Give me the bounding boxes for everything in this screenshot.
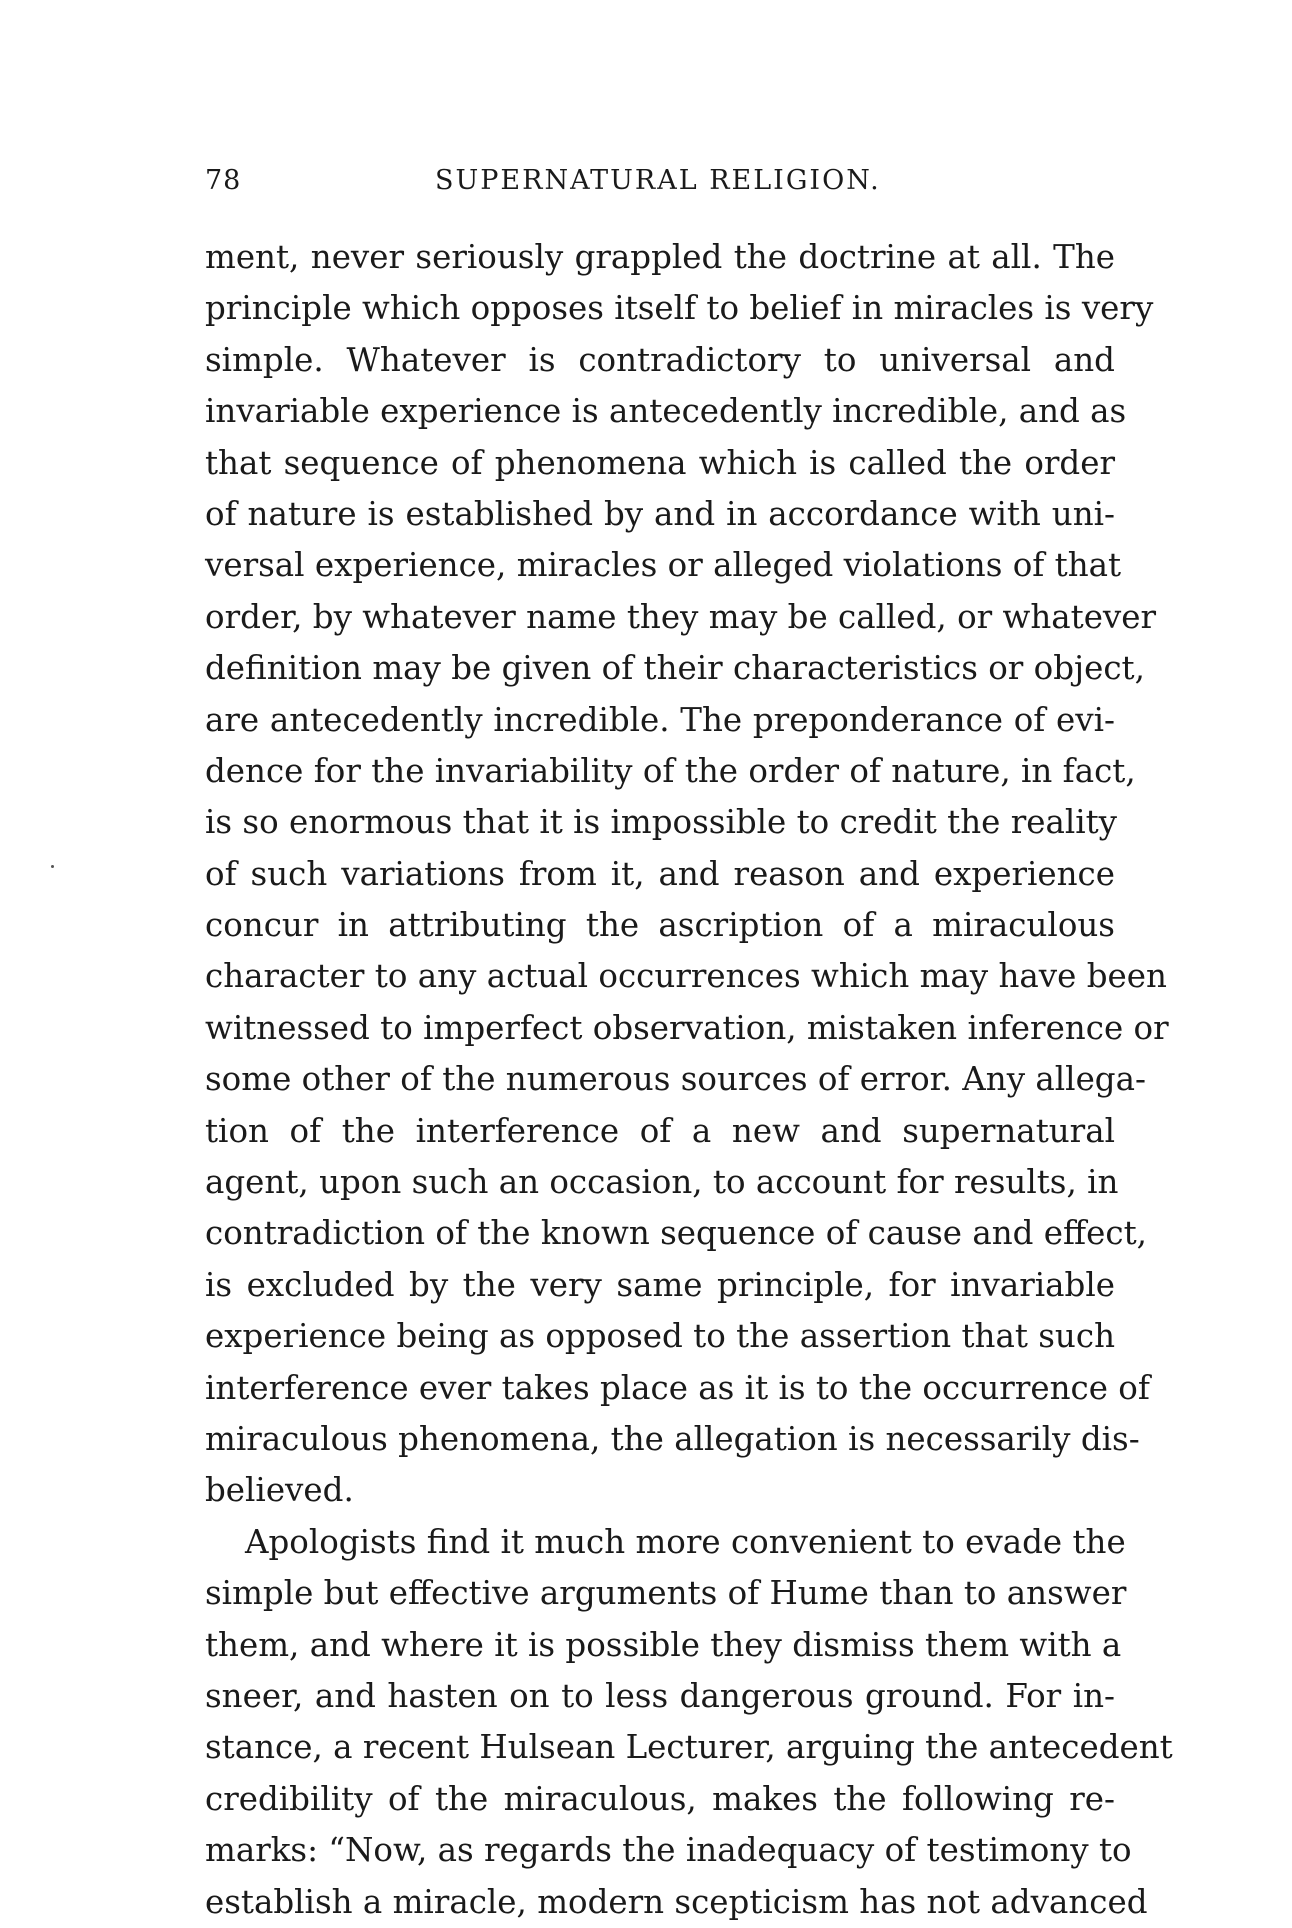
- text-line: ment, never seriously grappled the doctrine at all. The: [205, 238, 1115, 276]
- text-line: definition may be given of their characteristics or object,: [205, 649, 1145, 688]
- text-line: stance, a recent Hulsean Lecturer, arguing the antecedent: [205, 1728, 1173, 1767]
- text-line: of such variations from it, and reason and experience: [205, 854, 1115, 893]
- text-line: credibility of the miraculous, makes the following re-: [205, 1779, 1115, 1818]
- running-head: [205, 165, 1115, 205]
- text-line: some other of the numerous sources of error. Any allega-: [205, 1060, 1146, 1099]
- text-line: versal experience, miracles or alleged violations of that: [205, 546, 1122, 585]
- text-line: order, by whatever name they may be called, or whatever: [205, 597, 1157, 636]
- text-line: of nature is established by and in accordance with uni-: [205, 494, 1115, 533]
- text-line: is so enormous that it is impossible to credit the reality: [205, 803, 1118, 842]
- text-line: invariable experience is antecedently incredible, and as: [205, 392, 1127, 431]
- text-line: dence for the invariability of the order of nature, in fact,: [205, 751, 1136, 790]
- text-line: believed.: [205, 1471, 354, 1510]
- text-line: Apologists find it much more convenient to evade the: [245, 1522, 1126, 1561]
- text-line: witnessed to imperfect observation, mistaken inference or: [205, 1008, 1169, 1047]
- page-number: 78: [205, 165, 242, 196]
- text-line: simple but effective arguments of Hume than to answer: [205, 1574, 1127, 1613]
- text-line: character to any actual occurrences which may have been: [205, 957, 1167, 996]
- text-line: marks: “Now, as regards the inadequacy of testimony to: [205, 1831, 1132, 1870]
- paragraph-1: [205, 232, 1169, 1517]
- ink-speck: [51, 865, 54, 868]
- text-line: tion of the interference of a new and supernatural: [205, 1111, 1115, 1150]
- text-line: are antecedently incredible. The preponderance of evi-: [205, 700, 1115, 739]
- text-line: principle which opposes itself to belief in miracles is very: [205, 289, 1154, 328]
- body-text: [205, 232, 1173, 1928]
- text-line: experience being as opposed to the assertion that such: [205, 1317, 1115, 1356]
- text-line: agent, upon such an occasion, to account for results, in: [205, 1163, 1119, 1202]
- text-line: simple. Whatever is contradictory to universal and: [205, 340, 1115, 379]
- text-line: miraculous phenomena, the allegation is necessarily dis-: [205, 1419, 1140, 1458]
- text-line: contradiction of the known sequence of cause and effect,: [205, 1214, 1147, 1253]
- text-line: interference ever takes place as it is to the occurrence of: [205, 1368, 1150, 1407]
- text-line: them, and where it is possible they dismiss them with a: [205, 1625, 1122, 1664]
- paragraph-2: [205, 1517, 1173, 1928]
- text-line: concur in attributing the ascription of a miraculous: [205, 906, 1115, 945]
- text-line: is excluded by the very same principle, for invariable: [205, 1265, 1115, 1304]
- text-line: sneer, and hasten on to less dangerous ground. For in-: [205, 1676, 1115, 1715]
- text-line: that sequence of phenomena which is called the order: [205, 443, 1115, 482]
- running-title: SUPERNATURAL RELIGION.: [435, 165, 881, 196]
- text-line: establish a miracle, modern scepticism has not advanced: [205, 1882, 1148, 1921]
